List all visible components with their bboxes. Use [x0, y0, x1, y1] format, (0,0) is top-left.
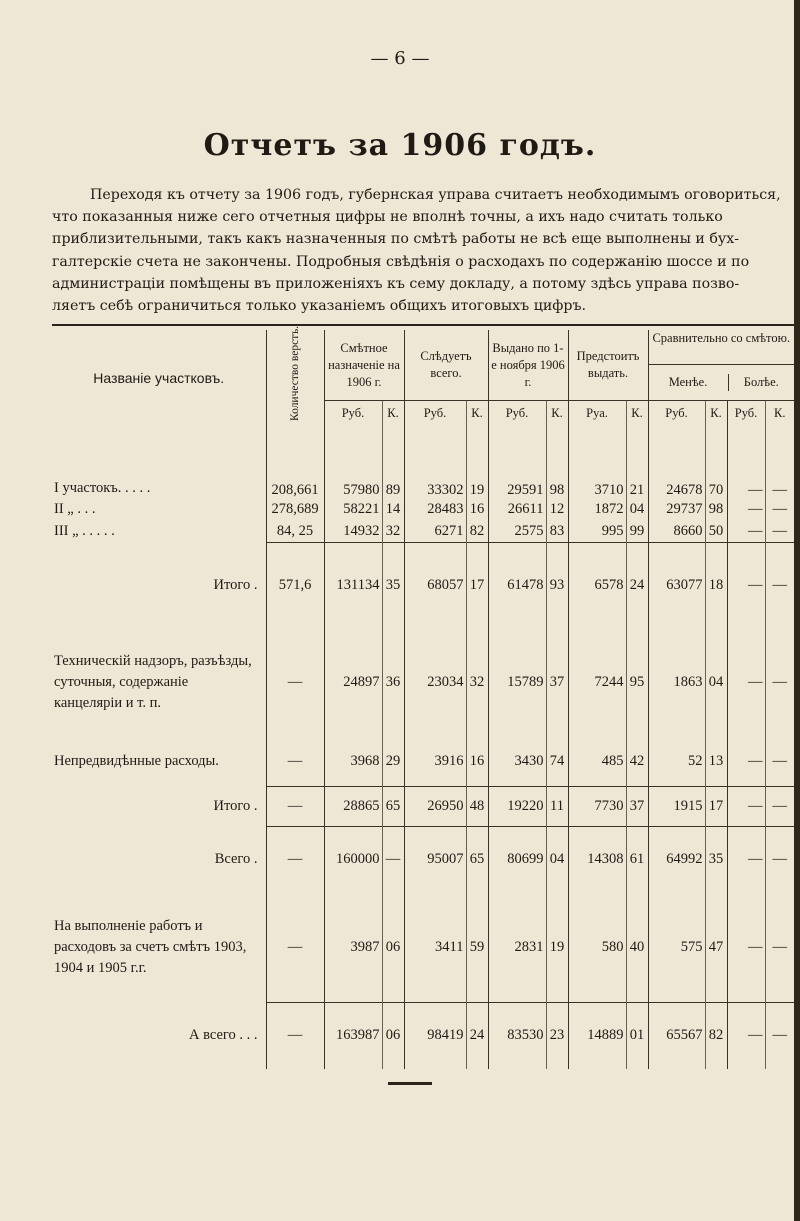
row-bolee-rub: —: [727, 893, 765, 1003]
row-predstoit-kop: 04: [626, 499, 648, 521]
row-predstoit-kop: 24: [626, 543, 648, 629]
intro-line: что показанныя ниже сего отчетныя цифры не вполнѣ точны, а ихъ надо считать только: [52, 209, 723, 226]
row-versts: —: [266, 893, 324, 1003]
row-sleduet-kop: 48: [466, 787, 488, 827]
row-bolee-kop: —: [765, 543, 794, 629]
row-vydano-rub: 83530: [488, 1003, 546, 1069]
row-bolee-rub: —: [727, 827, 765, 893]
table-row: [52, 521, 794, 543]
row-menee-rub: 1915: [648, 787, 705, 827]
header-predstoit: Предстоитъ выдать.: [568, 330, 648, 401]
report-title: Отчетъ за 1906 годъ.: [203, 128, 597, 163]
row-versts: 278,689: [266, 499, 324, 521]
row-sleduet-rub: 95007: [404, 827, 466, 893]
row-versts: 84, 25: [266, 521, 324, 543]
row-smeta-rub: 14932: [324, 521, 382, 543]
row-predstoit-rub: 1872: [568, 499, 626, 521]
header-name: Названіе участковъ.: [93, 370, 225, 387]
row-sleduet-kop: 16: [466, 737, 488, 787]
row-menee-rub: 65567: [648, 1003, 705, 1069]
row-bolee-kop: —: [765, 1003, 794, 1069]
header-bolee: Болѣе.: [728, 374, 795, 391]
row-menee-kop: 82: [705, 1003, 727, 1069]
row-label: II „ . . .: [54, 501, 96, 517]
row-smeta-rub: 58221: [324, 499, 382, 521]
row-smeta-rub: 28865: [324, 787, 382, 827]
row-predstoit-rub: 995: [568, 521, 626, 543]
row-smeta-kop: 35: [382, 543, 404, 629]
row-sleduet-kop: 16: [466, 499, 488, 521]
row-bolee-kop: —: [765, 629, 794, 737]
row-smeta-kop: 65: [382, 787, 404, 827]
unit-kop: К.: [466, 401, 488, 427]
row-bolee-rub: —: [727, 543, 765, 629]
row-bolee-kop: —: [765, 787, 794, 827]
row-versts: 571,6: [266, 543, 324, 629]
row-menee-kop: 18: [705, 543, 727, 629]
row-smeta-rub: 3968: [324, 737, 382, 787]
table-row: [52, 893, 794, 1003]
row-sleduet-kop: 19: [466, 427, 488, 499]
row-vydano-rub: 2831: [488, 893, 546, 1003]
row-bolee-rub: —: [727, 737, 765, 787]
row-label: III „ . . . . .: [54, 523, 115, 539]
row-label: На выполненіе работъ и расходовъ за счетъ смѣтъ 1903, 1904 и 1905 г.г.: [54, 918, 247, 976]
row-label: I участокъ. . . . .: [54, 479, 151, 496]
row-vydano-rub: 61478: [488, 543, 546, 629]
row-predstoit-rub: 580: [568, 893, 626, 1003]
header-sravn: [648, 330, 794, 401]
row-sleduet-rub: 23034: [404, 629, 466, 737]
header-sravn-title: Сравнительно со смѣтою.: [652, 331, 791, 345]
row-predstoit-kop: 37: [626, 787, 648, 827]
unit-kop: К.: [546, 401, 568, 427]
row-menee-rub: 63077: [648, 543, 705, 629]
row-smeta-rub: 24897: [324, 629, 382, 737]
unit-rub: Руб.: [488, 401, 546, 427]
row-smeta-rub: 160000: [324, 827, 382, 893]
table-row: [52, 737, 794, 787]
row-sleduet-rub: 68057: [404, 543, 466, 629]
header-smeta: Смѣтное назначеніе на 1906 г.: [324, 330, 404, 401]
row-predstoit-kop: 42: [626, 737, 648, 787]
row-bolee-kop: —: [765, 893, 794, 1003]
intro-line: ляетъ себѣ ограничиться только указаніемъ общихъ итоговыхъ цифръ.: [52, 298, 587, 315]
row-predstoit-rub: 7244: [568, 629, 626, 737]
row-sleduet-kop: 82: [466, 521, 488, 543]
row-predstoit-kop: 40: [626, 893, 648, 1003]
row-sleduet-rub: 26950: [404, 787, 466, 827]
row-vydano-kop: 04: [546, 827, 568, 893]
row-smeta-rub: 3987: [324, 893, 382, 1003]
row-vydano-rub: 3430: [488, 737, 546, 787]
row-label: Итого .: [213, 798, 258, 814]
footer-rule: [388, 1082, 432, 1085]
row-sleduet-kop: 65: [466, 827, 488, 893]
row-label: Непредвидѣнные расходы.: [54, 753, 219, 769]
row-predstoit-kop: 99: [626, 521, 648, 543]
row-vydano-rub: 15789: [488, 629, 546, 737]
row-predstoit-rub: 485: [568, 737, 626, 787]
row-vydano-kop: 23: [546, 1003, 568, 1069]
row-versts: 208,661: [266, 427, 324, 499]
page-number: — 6 —: [370, 48, 430, 69]
table-row: [52, 543, 794, 629]
header-versts-cell: [266, 326, 324, 427]
row-smeta-kop: 32: [382, 521, 404, 543]
intro-line: галтерскіе счета не закончены. Подробныя свѣдѣнія о расходахъ по содержанію шоссе и по: [52, 253, 750, 270]
header-menee: Менѣе.: [668, 375, 708, 389]
row-smeta-rub: 57980: [324, 427, 382, 499]
row-bolee-kop: —: [765, 521, 794, 543]
row-predstoit-rub: 14308: [568, 827, 626, 893]
row-predstoit-kop: 01: [626, 1003, 648, 1069]
row-sleduet-kop: 17: [466, 543, 488, 629]
intro-line: администраціи помѣщены въ приложеніяхъ къ сему докладу, а потому здѣсь управа позво-: [52, 275, 740, 292]
row-label: А всего . . .: [189, 1027, 258, 1043]
unit-rub: Руб.: [727, 401, 765, 427]
table-row: [52, 427, 794, 499]
row-vydano-kop: 74: [546, 737, 568, 787]
table-row: [52, 629, 794, 737]
row-menee-kop: 17: [705, 787, 727, 827]
row-predstoit-rub: 14889: [568, 1003, 626, 1069]
unit-kop: К.: [626, 401, 648, 427]
row-sleduet-rub: 33302: [404, 427, 466, 499]
table-row: [52, 827, 794, 893]
row-bolee-rub: —: [727, 787, 765, 827]
row-smeta-kop: —: [382, 827, 404, 893]
row-versts: —: [266, 629, 324, 737]
row-predstoit-kop: 95: [626, 629, 648, 737]
row-sleduet-kop: 32: [466, 629, 488, 737]
row-vydano-kop: 98: [546, 427, 568, 499]
row-versts: —: [266, 787, 324, 827]
row-label: Техническій надзоръ, разъѣзды, суточныя, содержаніе канцеляріи и т. п.: [54, 653, 252, 711]
unit-rub: Руа.: [568, 401, 626, 427]
intro-paragraph: [52, 184, 790, 317]
unit-kop: К.: [382, 401, 404, 427]
row-predstoit-kop: 21: [626, 427, 648, 499]
row-bolee-kop: —: [765, 737, 794, 787]
row-bolee-rub: —: [727, 499, 765, 521]
row-smeta-kop: 14: [382, 499, 404, 521]
row-menee-kop: 13: [705, 737, 727, 787]
row-versts: —: [266, 827, 324, 893]
row-versts: —: [266, 737, 324, 787]
row-bolee-rub: —: [727, 1003, 765, 1069]
table-row: [52, 1003, 794, 1069]
row-bolee-rub: —: [727, 427, 765, 499]
row-menee-kop: 98: [705, 499, 727, 521]
page-edge: [794, 0, 800, 1221]
row-smeta-kop: 89: [382, 427, 404, 499]
row-sleduet-rub: 6271: [404, 521, 466, 543]
row-menee-rub: 52: [648, 737, 705, 787]
row-menee-kop: 04: [705, 629, 727, 737]
row-menee-rub: 1863: [648, 629, 705, 737]
row-menee-rub: 575: [648, 893, 705, 1003]
row-label: Всего .: [214, 851, 258, 867]
header-vydano: Выдано по 1-е ноября 1906 г.: [488, 330, 568, 401]
row-sleduet-kop: 59: [466, 893, 488, 1003]
row-menee-rub: 29737: [648, 499, 705, 521]
row-label: Итого .: [213, 577, 258, 593]
row-vydano-kop: 19: [546, 893, 568, 1003]
unit-rub: Руб.: [404, 401, 466, 427]
unit-kop: К.: [765, 401, 794, 427]
row-menee-rub: 8660: [648, 521, 705, 543]
row-predstoit-kop: 61: [626, 827, 648, 893]
row-menee-kop: 70: [705, 427, 727, 499]
row-menee-kop: 35: [705, 827, 727, 893]
row-sleduet-rub: 3916: [404, 737, 466, 787]
row-sleduet-rub: 3411: [404, 893, 466, 1003]
row-predstoit-rub: 6578: [568, 543, 626, 629]
row-smeta-kop: 36: [382, 629, 404, 737]
table-row: [52, 499, 794, 521]
row-vydano-rub: 80699: [488, 827, 546, 893]
header-sravn-sub: [649, 364, 795, 400]
row-vydano-kop: 12: [546, 499, 568, 521]
row-smeta-kop: 06: [382, 1003, 404, 1069]
intro-line: приблизительными, такъ какъ назначенныя по смѣтѣ работы не всѣ еще выполнены и бух-: [52, 231, 740, 248]
row-bolee-kop: —: [765, 499, 794, 521]
row-menee-kop: 50: [705, 521, 727, 543]
header-versts: Количество верстъ.: [288, 326, 301, 422]
table-row: [52, 787, 794, 827]
row-vydano-rub: 2575: [488, 521, 546, 543]
row-vydano-rub: 26611: [488, 499, 546, 521]
row-smeta-rub: 131134: [324, 543, 382, 629]
table-body: [52, 427, 794, 1069]
row-menee-rub: 64992: [648, 827, 705, 893]
unit-rub: Руб.: [648, 401, 705, 427]
intro-line: Переходя къ отчету за 1906 годъ, губернская управа считаетъ необходимымъ оговориться,: [90, 187, 781, 203]
row-bolee-kop: —: [765, 427, 794, 499]
row-vydano-kop: 11: [546, 787, 568, 827]
row-vydano-rub: 29591: [488, 427, 546, 499]
unit-kop: К.: [705, 401, 727, 427]
unit-rub: Руб.: [324, 401, 382, 427]
row-sleduet-kop: 24: [466, 1003, 488, 1069]
table-top-rule: [52, 324, 794, 326]
row-bolee-rub: —: [727, 521, 765, 543]
row-vydano-kop: 37: [546, 629, 568, 737]
row-vydano-kop: 83: [546, 521, 568, 543]
row-bolee-kop: —: [765, 827, 794, 893]
row-versts: —: [266, 1003, 324, 1069]
row-sleduet-rub: 28483: [404, 499, 466, 521]
row-vydano-kop: 93: [546, 543, 568, 629]
row-vydano-rub: 19220: [488, 787, 546, 827]
row-smeta-kop: 29: [382, 737, 404, 787]
row-smeta-kop: 06: [382, 893, 404, 1003]
row-sleduet-rub: 98419: [404, 1003, 466, 1069]
row-smeta-rub: 163987: [324, 1003, 382, 1069]
row-menee-rub: 24678: [648, 427, 705, 499]
row-menee-kop: 47: [705, 893, 727, 1003]
row-bolee-rub: —: [727, 629, 765, 737]
row-predstoit-rub: 7730: [568, 787, 626, 827]
row-predstoit-rub: 3710: [568, 427, 626, 499]
header-sleduet: Слѣдуетъ всего.: [404, 330, 488, 401]
report-table: [52, 326, 794, 1069]
